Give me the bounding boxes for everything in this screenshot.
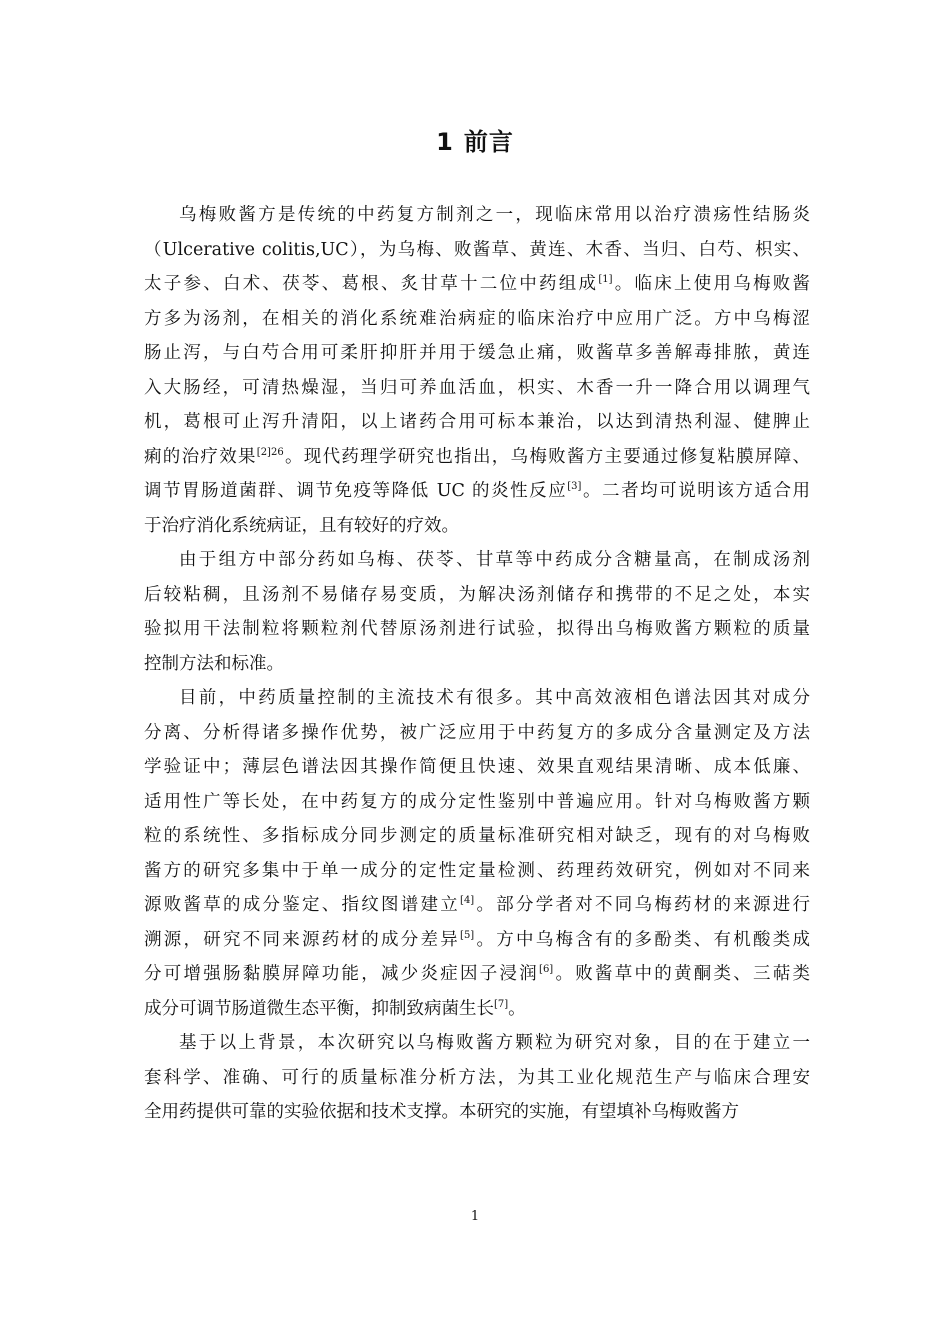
page-number: 1: [470, 1209, 480, 1224]
citation-superscript: [4]: [460, 895, 475, 906]
text-run: 目前，中药质量控制的主流技术有很多。其中高效液相色谱法因其对成分: [179, 688, 810, 708]
body-text: [144, 198, 810, 1130]
text-line: [144, 750, 810, 785]
text-line: [144, 612, 810, 647]
text-run: 验拟用干法制粒将颗粒剂代替原汤剂进行试验，拟得出乌梅败酱方颗粒的质量: [144, 619, 810, 639]
citation-superscript: [7]: [494, 998, 509, 1010]
text-line: [144, 198, 810, 233]
text-run: 于治疗消化系统病证，且有较好的疗效。: [144, 515, 459, 536]
text-line: [144, 578, 810, 613]
text-run: 溯源，研究不同来源药材的成分差异: [144, 929, 461, 950]
text-run: 分离、分析得诸多操作优势，被广泛应用于中药复方的多成分含量测定及方法: [144, 722, 810, 743]
text-run: 套科学、准确、可行的质量标准分析方法，为其工业化规范生产与临床合理安: [144, 1067, 810, 1088]
text-run: 。部分学者对不同乌梅药材的来源进行: [474, 895, 811, 915]
text-line: [144, 854, 810, 889]
citation-superscript: [6]: [539, 964, 554, 975]
text-run: 基于以上背景，本次研究以乌梅败酱方颗粒为研究对象，目的在于建立一: [179, 1033, 810, 1053]
text-line: [144, 1026, 810, 1061]
text-run: 适用性广等长处，在中药复方的成分定性鉴别中普遍应用。针对乌梅败酱方颗: [144, 791, 810, 812]
paragraph: [144, 543, 810, 681]
text-line: [144, 957, 810, 992]
text-run: 酱方的研究多集中于单一成分的定性定量检测、药理药效研究，例如对不同来: [144, 860, 810, 881]
text-run: 源败酱草的成分鉴定、指纹图谱建立: [144, 895, 461, 915]
section-number: 1: [436, 128, 454, 156]
text-run: 。临床上使用乌梅败酱: [612, 274, 811, 294]
paragraph: [144, 198, 810, 543]
text-line: [144, 302, 810, 337]
text-run: 调节胃肠道菌群、调节免疫等降低 UC 的炎性反应: [144, 481, 568, 501]
text-line: [144, 785, 810, 820]
citation-superscript: [1]: [598, 274, 613, 285]
text-run: 分可增强肠黏膜屏障功能，减少炎症因子浸润: [144, 964, 540, 984]
text-line: [144, 1095, 810, 1130]
text-run: 太子参、白术、茯苓、葛根、炙甘草十二位中药组成: [144, 274, 599, 294]
text-run: 乌梅败酱方是传统的中药复方制剂之一，现临床常用以治疗溃疡性结肠炎: [179, 205, 810, 225]
text-run: 方多为汤剂，在相关的消化系统难治病症的临床治疗中应用广泛。方中乌梅涩: [144, 308, 810, 329]
text-run: 。二者均可说明该方适合用: [581, 481, 811, 501]
text-run: 入大肠经，可清热燥湿，当归可养血活血，枳实、木香一升一降合用以调理气: [144, 377, 810, 398]
text-run: 控制方法和标准。: [144, 653, 284, 674]
text-line: [144, 819, 810, 854]
citation-superscript: [3]: [567, 481, 582, 492]
text-run: 。败酱草中的黄酮类、三萜类: [553, 964, 810, 984]
section-title: 前言: [463, 128, 514, 156]
text-line: [144, 992, 810, 1027]
text-run: 。现代药理学研究也指出，乌梅败酱方主要通过修复粘膜屏障、: [283, 446, 811, 467]
text-line: [144, 509, 810, 544]
paragraph: [144, 1026, 810, 1130]
text-line: [144, 1061, 810, 1096]
text-line: [144, 923, 810, 958]
text-run: 学验证中；薄层色谱法因其操作简便且快速、效果直观结果清晰、成本低廉、: [144, 757, 810, 777]
citation-superscript: [5]: [460, 929, 475, 941]
text-line: [144, 405, 810, 440]
text-run: 。: [508, 998, 526, 1019]
text-line: [144, 716, 810, 751]
text-line: [144, 681, 810, 716]
text-run: 由于组方中部分药如乌梅、茯苓、甘草等中药成分含糖量高，在制成汤剂: [179, 550, 810, 570]
text-line: [144, 233, 810, 268]
text-line: [144, 336, 810, 371]
text-run: （Ulcerative colitis,UC），为乌梅、败酱草、黄连、木香、当归、白芍、枳实、: [144, 239, 810, 260]
paragraph: [144, 681, 810, 1026]
text-run: 粒的系统性、多指标成分同步测定的质量标准研究相对缺乏，现有的对乌梅败: [144, 826, 810, 846]
text-line: [144, 647, 810, 682]
text-run: 。方中乌梅含有的多酚类、有机酸类成: [474, 929, 811, 950]
text-run: 成分可调节肠道微生态平衡，抑制致病菌生长: [144, 998, 494, 1019]
text-line: [144, 474, 810, 509]
text-line: [144, 371, 810, 406]
text-run: 痢的治疗效果: [144, 446, 257, 467]
text-line: [144, 440, 810, 475]
text-run: 机，葛根可止泻升清阳，以上诸药合用可标本兼治，以达到清热利湿、健脾止: [144, 412, 810, 432]
text-line: [144, 543, 810, 578]
citation-superscript: [2]26: [256, 446, 284, 458]
text-run: 后较粘稠，且汤剂不易储存易变质，为解决汤剂储存和携带的不足之处，本实: [144, 584, 810, 605]
text-run: 肠止泻，与白芍合用可柔肝抑肝并用于缓急止痛，败酱草多善解毒排脓，黄连: [144, 343, 810, 363]
section-heading: [0, 122, 950, 162]
text-line: [144, 888, 810, 923]
text-line: [144, 267, 810, 302]
text-run: 全用药提供可靠的实验依据和技术支撑。本研究的实施，有望填补乌梅败酱方: [144, 1102, 739, 1122]
